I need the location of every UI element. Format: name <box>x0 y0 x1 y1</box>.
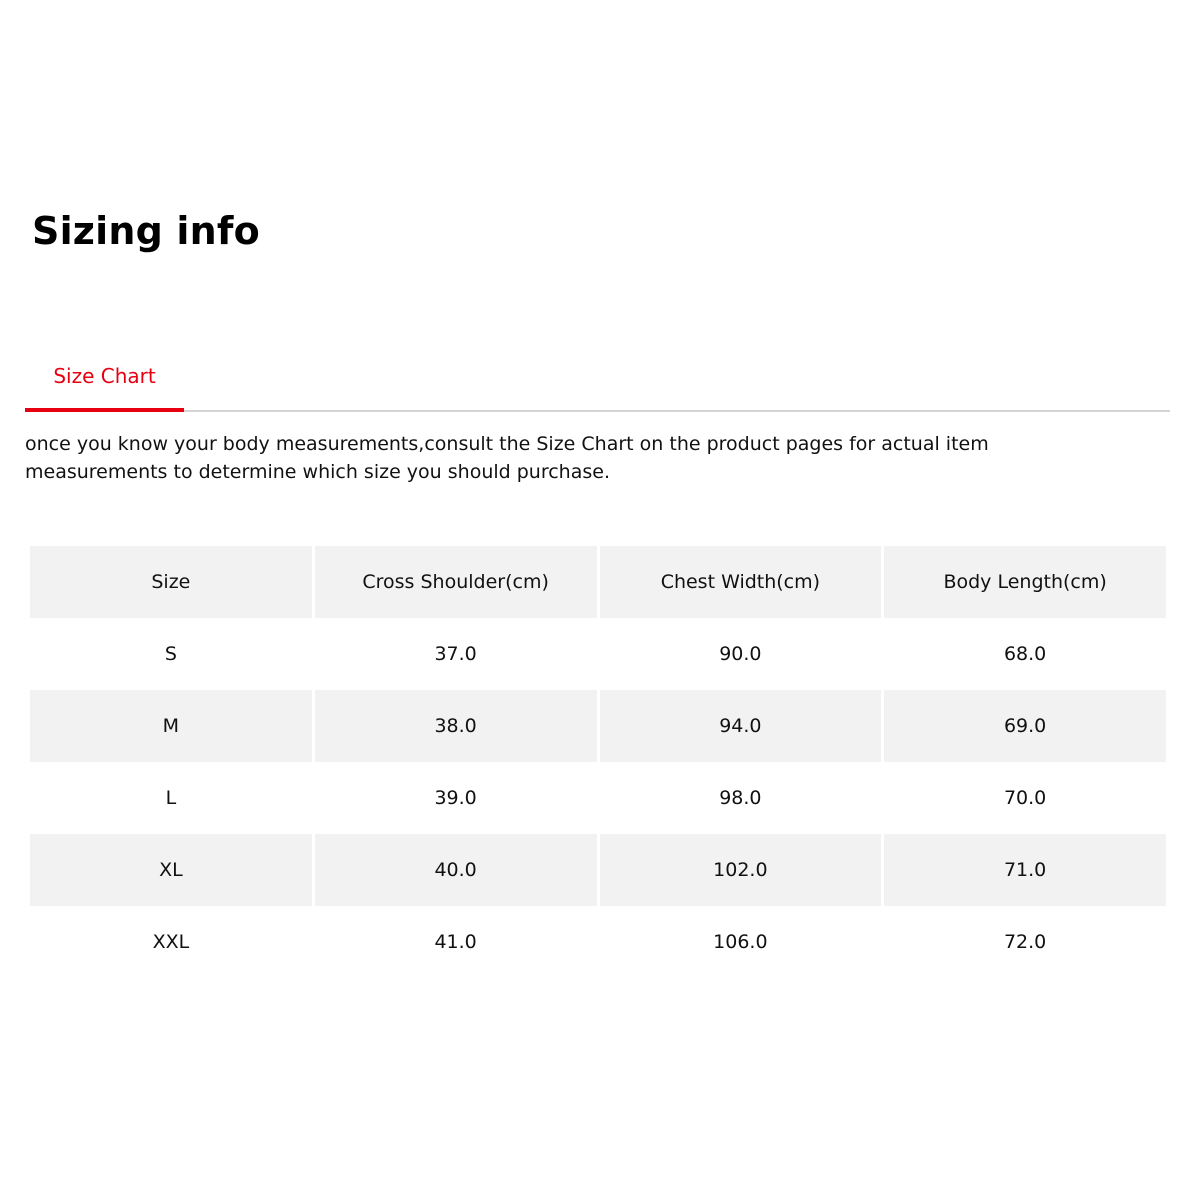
table-row <box>30 618 1166 690</box>
cell-cross-shoulder: 37.0 <box>315 618 597 690</box>
cell-cross-shoulder: 38.0 <box>315 690 597 762</box>
cell-chest-width: 98.0 <box>600 762 882 834</box>
cell-chest-width: 90.0 <box>600 618 882 690</box>
table-header-row <box>30 546 1166 618</box>
table-row <box>30 906 1166 978</box>
column-header-body-length: Body Length(cm) <box>884 546 1166 618</box>
tab-size-chart[interactable] <box>25 352 184 410</box>
page-title: Sizing info <box>32 209 260 253</box>
cell-body-length: 71.0 <box>884 834 1166 906</box>
table-row <box>30 762 1166 834</box>
size-chart-description: once you know your body measurements,consult the Size Chart on the product pages for actual item measurements to determine which size you should purchase. <box>25 433 989 483</box>
cell-chest-width: 106.0 <box>600 906 882 978</box>
cell-cross-shoulder: 40.0 <box>315 834 597 906</box>
cell-body-length: 69.0 <box>884 690 1166 762</box>
cell-size: XL <box>30 834 312 906</box>
cell-size: M <box>30 690 312 762</box>
size-chart-table <box>27 546 1169 978</box>
cell-cross-shoulder: 41.0 <box>315 906 597 978</box>
table-row <box>30 834 1166 906</box>
column-header-chest-width: Chest Width(cm) <box>600 546 882 618</box>
cell-size: L <box>30 762 312 834</box>
cell-body-length: 70.0 <box>884 762 1166 834</box>
tab-bar <box>25 352 1170 412</box>
column-header-cross-shoulder: Cross Shoulder(cm) <box>315 546 597 618</box>
cell-body-length: 68.0 <box>884 618 1166 690</box>
tab-size-chart-label: Size Chart <box>53 364 156 388</box>
table-row <box>30 690 1166 762</box>
column-header-size: Size <box>30 546 312 618</box>
active-tab-indicator <box>25 408 184 412</box>
cell-size: S <box>30 618 312 690</box>
cell-chest-width: 102.0 <box>600 834 882 906</box>
cell-cross-shoulder: 39.0 <box>315 762 597 834</box>
cell-size: XXL <box>30 906 312 978</box>
cell-chest-width: 94.0 <box>600 690 882 762</box>
cell-body-length: 72.0 <box>884 906 1166 978</box>
